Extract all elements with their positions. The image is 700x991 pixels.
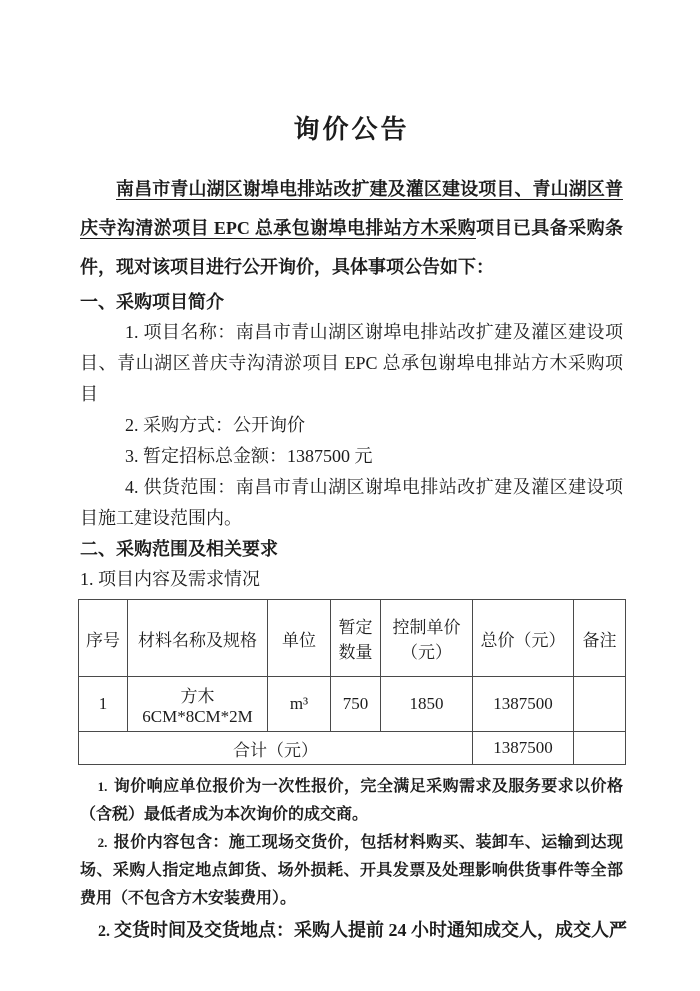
notes-block bbox=[80, 773, 623, 913]
section2-subheading: 1. 项目内容及需求情况 bbox=[80, 569, 260, 589]
section1-item-supply-scope: 4. 供货范围：南昌市青山湖区谢埠电排站改扩建及灌区建设项目施工建设范围内。 bbox=[80, 477, 623, 528]
cell-index: 1 bbox=[79, 677, 128, 732]
col-header-index: 序号 bbox=[79, 600, 128, 677]
intro-underlined-project-name: 南昌市青山湖区谢埠电排站改扩建及灌区建设项目、青山湖区普庆寺沟清淤项目 EPC 总承包谢埠电排站方木采购 bbox=[80, 179, 623, 238]
cell-quantity: 750 bbox=[331, 677, 381, 732]
table-header-row bbox=[79, 600, 626, 677]
cell-remark bbox=[574, 677, 626, 732]
delivery-clause bbox=[80, 915, 627, 947]
col-header-remark: 备注 bbox=[574, 600, 626, 677]
section1-item-total-amount: 3. 暂定招标总金额：1387500 元 bbox=[125, 446, 373, 466]
total-label: 合计（元） bbox=[79, 732, 473, 765]
delivery-text: 交货时间及交货地点：采购人提前 24 小时通知成交人，成交人严 bbox=[114, 920, 627, 940]
note-text: 报价内容包含：施工现场交货价，包括材料购买、装卸车、运输到达现场、采购人指定地点卸货、场外损耗、开具发票及处理影响供货事件等全部费用（不包含方木安装费用）。 bbox=[80, 834, 623, 907]
cell-unit: m³ bbox=[268, 677, 331, 732]
delivery-number: 2. bbox=[98, 923, 110, 940]
note-pricing-rule bbox=[80, 773, 623, 829]
col-header-material: 材料名称及规格 bbox=[128, 600, 268, 677]
section1-heading: 一、采购项目简介 bbox=[80, 292, 224, 312]
intro-paragraph bbox=[80, 170, 623, 287]
cell-total-price: 1387500 bbox=[473, 677, 574, 732]
col-header-quantity: 暂定数量 bbox=[331, 600, 381, 677]
cell-material: 方木 6CM*8CM*2M bbox=[128, 677, 268, 732]
col-header-unit: 单位 bbox=[268, 600, 331, 677]
section1-item-project-name: 1. 项目名称：南昌市青山湖区谢埠电排站改扩建及灌区建设项目、青山湖区普庆寺沟清淤项目 EPC 总承包谢埠电排站方木采购项目 bbox=[80, 322, 623, 404]
intro-rest-text: 项目已具备采购条件，现对该项目进行公开询价，具体事项公告如下： bbox=[80, 218, 623, 277]
page-title: 询价公告 bbox=[293, 115, 410, 144]
col-header-total-price: 总价（元） bbox=[473, 600, 574, 677]
requirements-table bbox=[78, 599, 626, 765]
note-number: 2. bbox=[97, 835, 108, 850]
table-row bbox=[79, 677, 626, 732]
total-remark bbox=[574, 732, 626, 765]
col-header-unit-price: 控制单价（元） bbox=[381, 600, 473, 677]
cell-unit-price: 1850 bbox=[381, 677, 473, 732]
section2-heading: 二、采购范围及相关要求 bbox=[80, 539, 278, 559]
table-total-row bbox=[79, 732, 626, 765]
total-value: 1387500 bbox=[473, 732, 574, 765]
note-number: 1. bbox=[97, 779, 108, 794]
note-quote-content bbox=[80, 829, 623, 913]
section1-item-procurement-method: 2. 采购方式：公开询价 bbox=[125, 415, 305, 435]
note-text: 询价响应单位报价为一次性报价，完全满足采购需求及服务要求以价格（含税）最低者成为本次询价的成交商。 bbox=[80, 778, 623, 823]
